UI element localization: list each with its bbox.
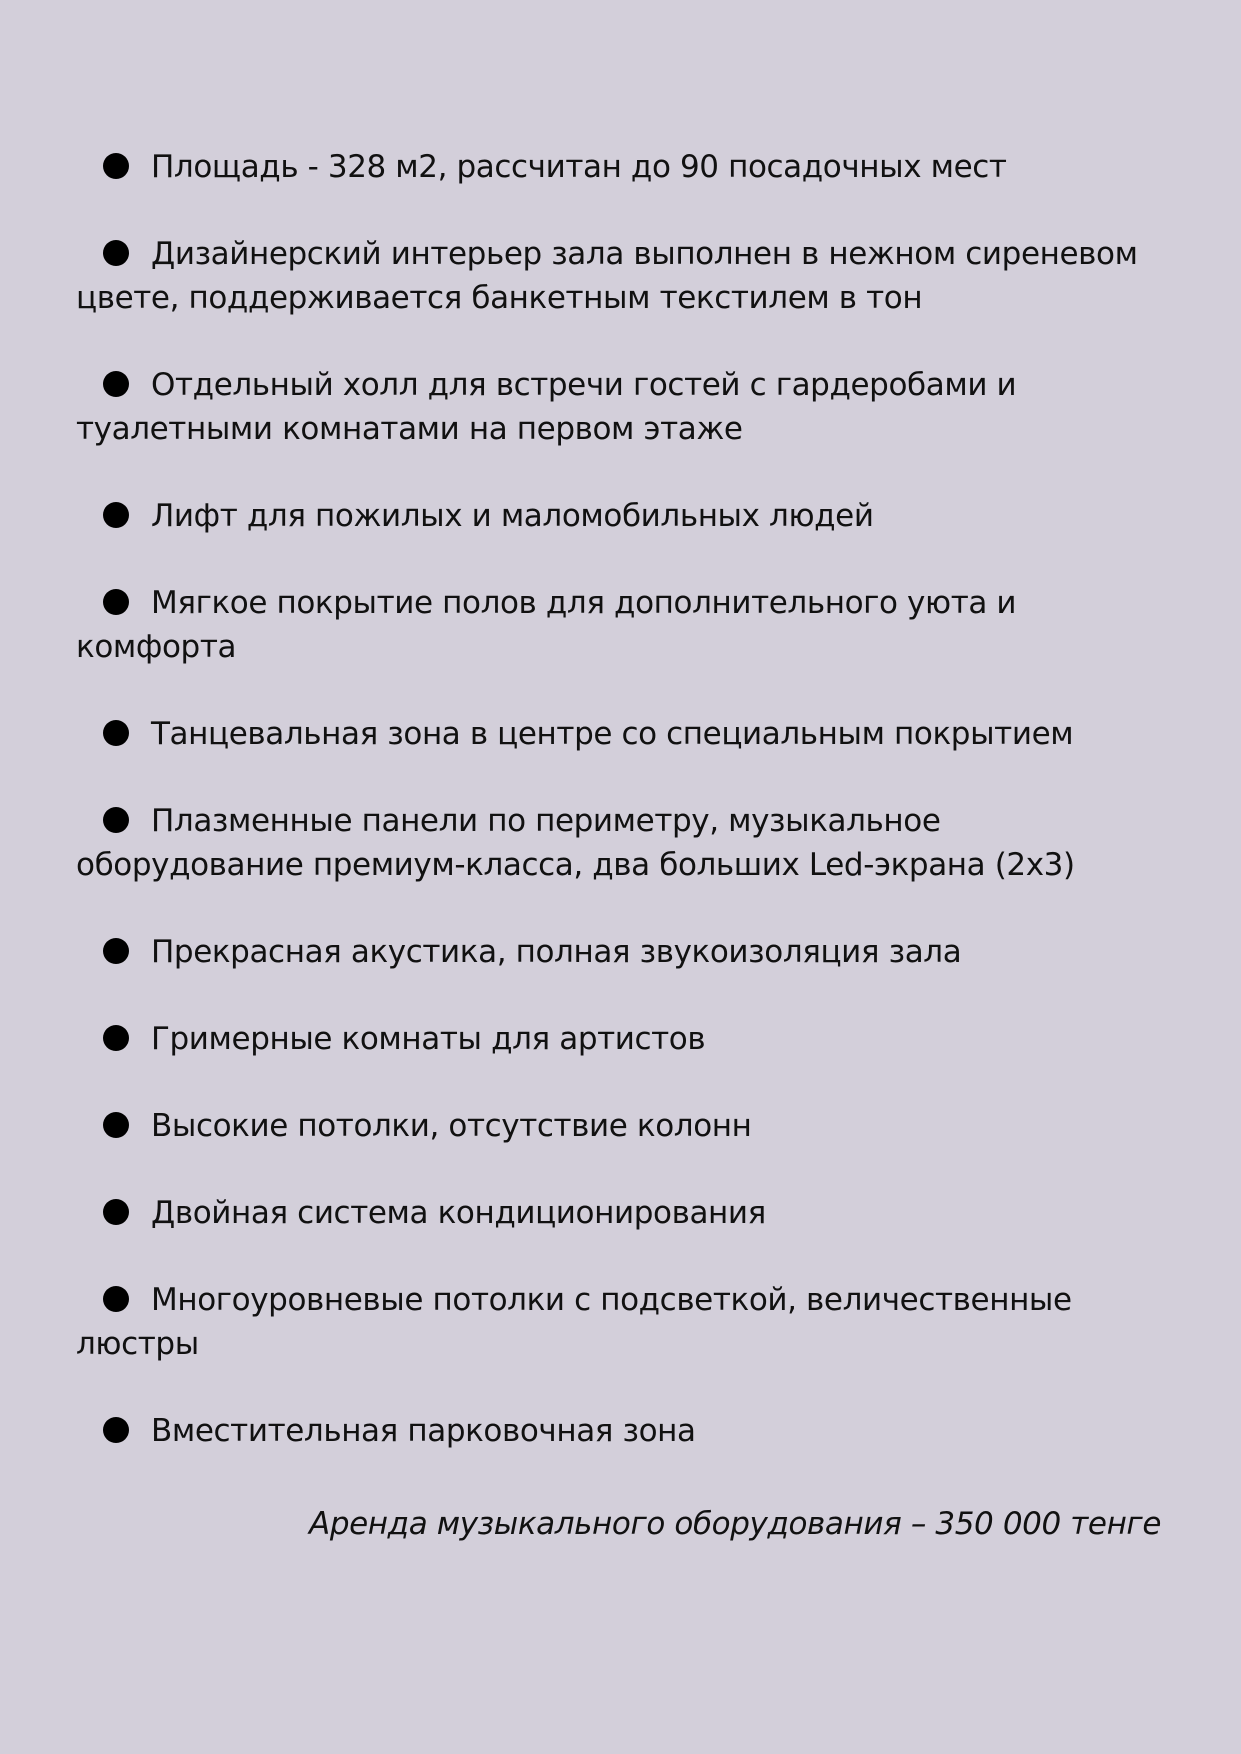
bullet-icon	[103, 371, 129, 397]
feature-item	[76, 799, 1156, 887]
feature-text: Многоуровневые потолки с подсветкой, величественные люстры	[76, 1282, 1072, 1362]
feature-item	[76, 145, 1156, 189]
feature-text: Прекрасная акустика, полная звукоизоляция зала	[151, 934, 962, 970]
bullet-icon	[103, 1025, 129, 1051]
feature-item	[76, 232, 1156, 320]
bullet-icon	[103, 807, 129, 833]
feature-text: Лифт для пожилых и маломобильных людей	[151, 498, 874, 534]
bullet-icon	[103, 1199, 129, 1225]
bullet-icon	[103, 938, 129, 964]
feature-item	[76, 712, 1156, 756]
bullet-icon	[103, 720, 129, 746]
bullet-icon	[103, 1112, 129, 1138]
feature-text: Дизайнерский интерьер зала выполнен в нежном сиреневом цвете, поддерживается банкетным текстилем в тон	[76, 236, 1138, 316]
feature-list	[76, 145, 1156, 1496]
feature-text: Двойная система кондиционирования	[151, 1195, 766, 1231]
bullet-icon	[103, 589, 129, 615]
feature-text: Площадь - 328 м2, рассчитан до 90 посадочных мест	[151, 149, 1007, 185]
feature-item	[76, 930, 1156, 974]
feature-item	[76, 1191, 1156, 1235]
feature-item	[76, 1409, 1156, 1453]
feature-item	[76, 581, 1156, 669]
feature-text: Танцевальная зона в центре со специальным покрытием	[151, 716, 1074, 752]
bullet-icon	[103, 240, 129, 266]
bullet-icon	[103, 1417, 129, 1443]
feature-text: Гримерные комнаты для артистов	[151, 1021, 706, 1057]
feature-item	[76, 1104, 1156, 1148]
bullet-icon	[103, 502, 129, 528]
rental-price-note: Аренда музыкального оборудования – 350 000 тенге	[309, 1506, 1161, 1542]
feature-item	[76, 494, 1156, 538]
feature-text: Отдельный холл для встречи гостей с гардеробами и туалетными комнатами на первом этаже	[76, 367, 1017, 447]
feature-text: Плазменные панели по периметру, музыкальное оборудование премиум-класса, два больших Led-экрана (2х3)	[76, 803, 1075, 883]
feature-item	[76, 1278, 1156, 1366]
feature-text: Мягкое покрытие полов для дополнительного уюта и комфорта	[76, 585, 1017, 665]
bullet-icon	[103, 1286, 129, 1312]
feature-text: Высокие потолки, отсутствие колонн	[151, 1108, 752, 1144]
feature-item	[76, 1017, 1156, 1061]
feature-item	[76, 363, 1156, 451]
feature-text: Вместительная парковочная зона	[151, 1413, 696, 1449]
bullet-icon	[103, 153, 129, 179]
